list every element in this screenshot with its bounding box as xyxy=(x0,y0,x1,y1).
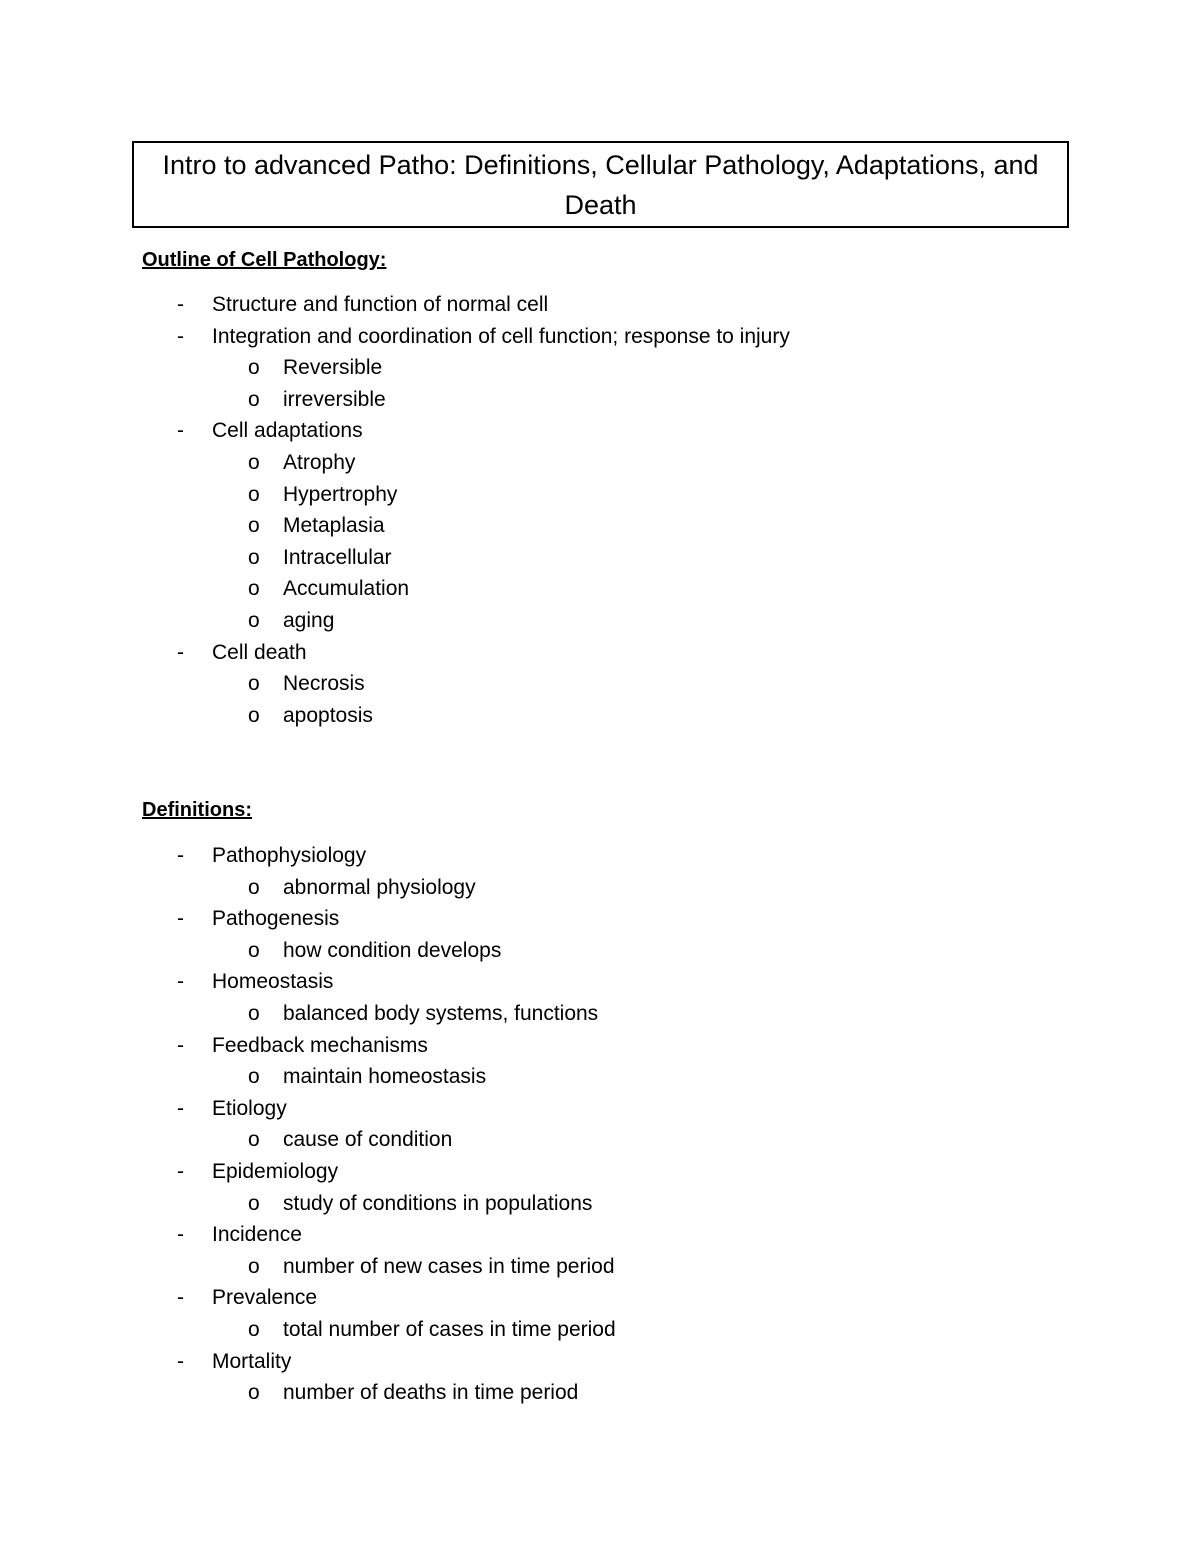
list-item-text: Epidemiology xyxy=(212,1160,339,1183)
list-item-text: study of conditions in populations xyxy=(283,1191,593,1215)
document-title: Intro to advanced Patho: Definitions, Cellular Pathology, Adaptations, and Death xyxy=(132,141,1069,228)
dash-bullet: - xyxy=(177,1286,184,1310)
circle-bullet: o xyxy=(248,451,260,474)
circle-bullet: o xyxy=(248,703,260,727)
dash-bullet: - xyxy=(177,293,184,316)
list-item-text: Feedback mechanisms xyxy=(212,1033,428,1057)
list-item-text: Etiology xyxy=(212,1096,287,1120)
list-item-text: total number of cases in time period xyxy=(283,1318,616,1341)
circle-bullet: o xyxy=(248,387,260,411)
circle-bullet: o xyxy=(248,1381,260,1405)
list-item-text: Pathogenesis xyxy=(212,907,340,931)
dash-bullet: - xyxy=(177,1033,184,1057)
circle-bullet: o xyxy=(248,1065,260,1089)
list-item-text: how condition develops xyxy=(283,938,502,962)
list-item-text: Prevalence xyxy=(212,1286,318,1310)
dash-bullet: - xyxy=(177,1349,184,1373)
list-item-text: Pathophysiology xyxy=(212,844,367,867)
dash-bullet: - xyxy=(177,970,184,994)
circle-bullet: o xyxy=(248,1128,260,1152)
list-item-text: Cell death xyxy=(212,640,307,664)
circle-bullet: o xyxy=(248,1254,260,1278)
dash-bullet: - xyxy=(177,324,184,348)
list-item-text: Hypertrophy xyxy=(283,482,398,506)
list-item-text: cause of condition xyxy=(283,1128,453,1152)
circle-bullet: o xyxy=(248,356,260,380)
dash-bullet: - xyxy=(177,907,184,931)
dash-bullet: - xyxy=(177,1160,184,1183)
circle-bullet: o xyxy=(248,609,260,632)
list-item-text: Accumulation xyxy=(283,577,410,601)
list-item-text: number of deaths in time period xyxy=(283,1381,579,1405)
list-item-text: balanced body systems, functions xyxy=(283,1002,599,1025)
list-item-text: Intracellular xyxy=(283,545,392,569)
circle-bullet: o xyxy=(248,545,260,569)
circle-bullet: o xyxy=(248,1002,260,1025)
circle-bullet: o xyxy=(248,672,260,696)
circle-bullet: o xyxy=(248,938,260,962)
dash-bullet: - xyxy=(177,844,184,867)
dash-bullet: - xyxy=(177,640,184,664)
circle-bullet: o xyxy=(248,875,260,899)
list-item-text: Metaplasia xyxy=(283,514,385,538)
list-item-text: aging xyxy=(283,609,335,632)
list-item-text: Integration and coordination of cell function; response to injury xyxy=(212,324,790,348)
list-item-text: Reversible xyxy=(283,356,383,380)
dash-bullet: - xyxy=(177,1223,184,1247)
dash-bullet: - xyxy=(177,419,184,443)
list-item-text: Mortality xyxy=(212,1349,292,1373)
list-item-text: Cell adaptations xyxy=(212,419,363,443)
definitions-heading: Definitions: xyxy=(142,799,252,821)
list-item-text: Necrosis xyxy=(283,672,365,696)
circle-bullet: o xyxy=(248,514,260,538)
circle-bullet: o xyxy=(248,1318,260,1341)
dash-bullet: - xyxy=(177,1096,184,1120)
list-item-text: Structure and function of normal cell xyxy=(212,293,549,316)
list-item-text: apoptosis xyxy=(283,703,373,727)
list-item-text: Homeostasis xyxy=(212,970,334,994)
list-item-text: Incidence xyxy=(212,1223,302,1247)
list-item-text: abnormal physiology xyxy=(283,875,476,899)
list-item-text: number of new cases in time period xyxy=(283,1254,615,1278)
outline-heading: Outline of Cell Pathology: xyxy=(142,249,387,271)
circle-bullet: o xyxy=(248,577,260,601)
circle-bullet: o xyxy=(248,1191,260,1215)
list-item-text: irreversible xyxy=(283,387,386,411)
list-item-text: maintain homeostasis xyxy=(283,1065,487,1089)
list-item-text: Atrophy xyxy=(283,451,356,474)
circle-bullet: o xyxy=(248,482,260,506)
